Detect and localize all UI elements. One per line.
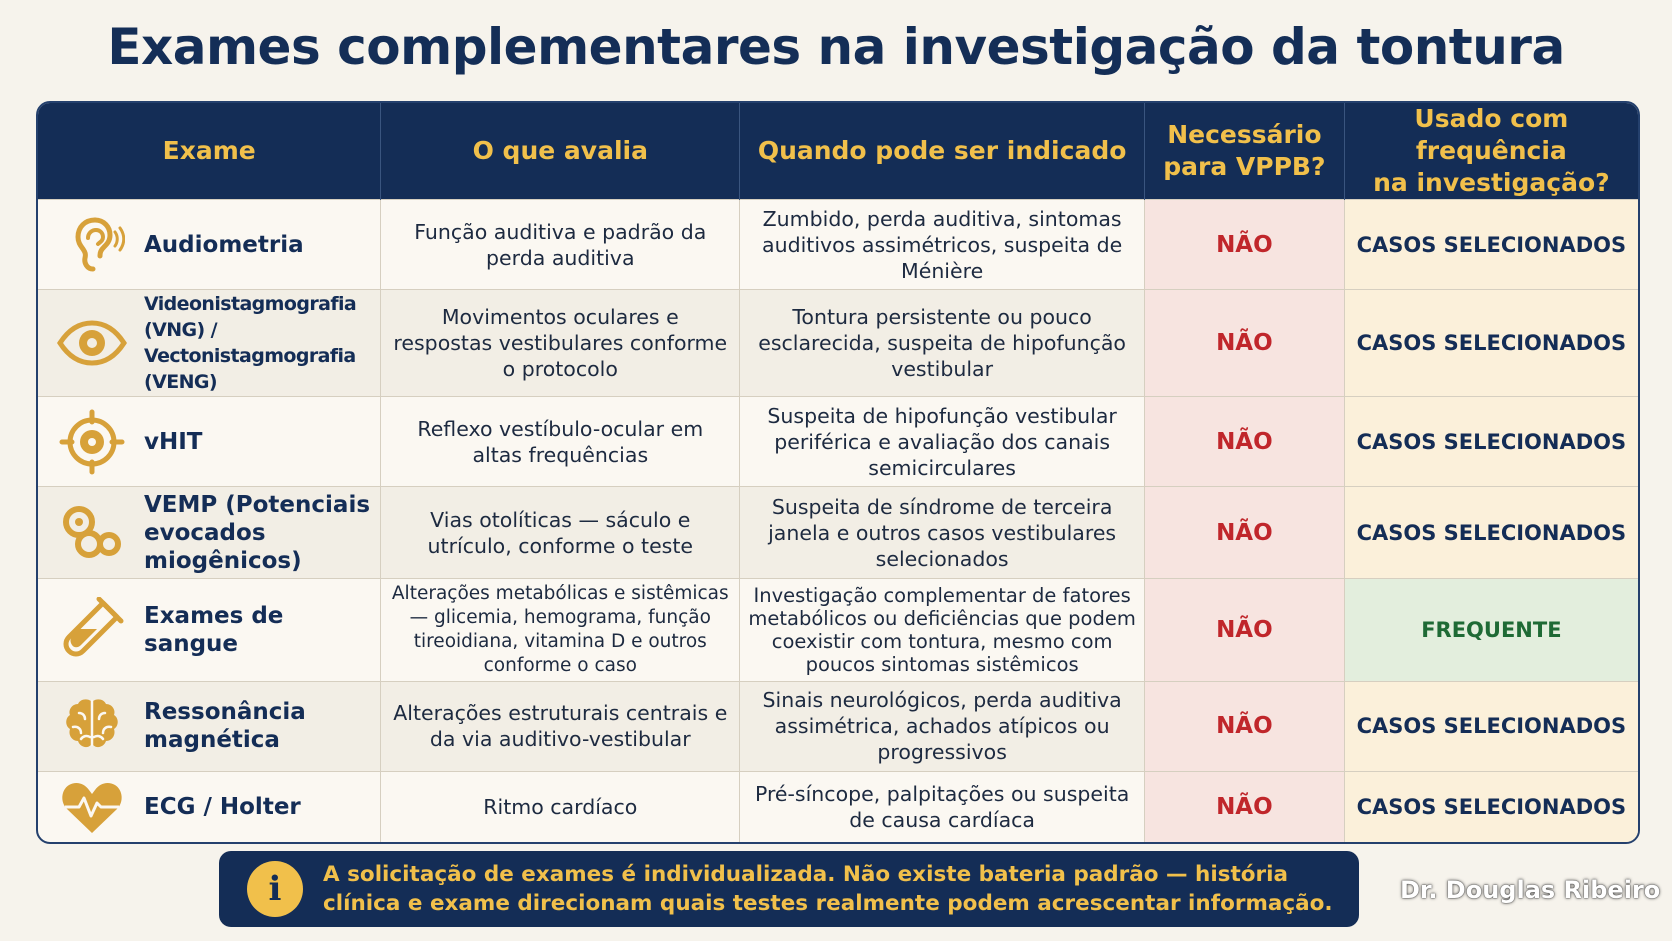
test-tube-icon xyxy=(56,594,128,666)
exam-name: ECG / Holter xyxy=(144,793,301,820)
exam-name: vHIT xyxy=(144,428,203,455)
vppb-cell: NÃO xyxy=(1145,397,1345,487)
exams-table xyxy=(36,101,1640,844)
author-signature: Dr. Douglas Ribeiro xyxy=(1400,876,1661,904)
info-banner-text: A solicitação de exames é individualizada. Não existe bateria padrão — história clínica e exame direcionam quais testes realmente podem acrescentar informação. xyxy=(323,862,1333,916)
otolith-icon xyxy=(56,497,128,569)
info-banner xyxy=(219,851,1359,927)
indication-cell: Suspeita de hipofunção vestibular periférica e avaliação dos canais semicirculares xyxy=(740,397,1145,487)
indication-cell: Sinais neurológicos, perda auditiva assimétrica, achados atípicos ou progressivos xyxy=(740,681,1145,771)
info-icon: i xyxy=(247,861,303,917)
vppb-cell: NÃO xyxy=(1145,200,1345,290)
vppb-cell: NÃO xyxy=(1145,290,1345,397)
page-title: Exames complementares na investigação da tontura xyxy=(107,18,1565,76)
eye-icon xyxy=(56,307,128,379)
exam-name: Exames de sangue xyxy=(144,602,284,657)
exam-name: VEMP (Potenciais evocados miogênicos) xyxy=(144,491,371,574)
table-row xyxy=(38,681,1638,771)
frequency-cell: CASOS SELECIONADOS xyxy=(1344,290,1638,397)
evaluates-cell: Reflexo vestíbulo-ocular em altas frequências xyxy=(381,397,740,487)
evaluates-cell: Movimentos oculares e respostas vestibulares conforme o protocolo xyxy=(381,290,740,397)
frequency-cell: CASOS SELECIONADOS xyxy=(1344,397,1638,487)
table-row xyxy=(38,771,1638,842)
evaluates-cell: Função auditiva e padrão da perda auditiva xyxy=(381,200,740,290)
exam-name: Audiometria xyxy=(144,231,304,258)
exam-name: Videonistagmografia (VNG) / Vectonistagmografia (VENG) xyxy=(144,293,357,394)
indication-cell: Tontura persistente ou pouco esclarecida, suspeita de hipofunção vestibular xyxy=(740,290,1145,397)
frequency-cell: CASOS SELECIONADOS xyxy=(1344,200,1638,290)
header-exam: Exame xyxy=(38,103,381,200)
evaluates-cell: Alterações estruturais centrais e da via auditivo-vestibular xyxy=(381,681,740,771)
heart-pulse-icon xyxy=(56,777,128,837)
indication-cell: Zumbido, perda auditiva, sintomas auditivos assimétricos, suspeita de Ménière xyxy=(740,200,1145,290)
exam-name: Ressonância magnética xyxy=(144,699,306,754)
header-indication: Quando pode ser indicado xyxy=(740,103,1145,200)
table-row xyxy=(38,578,1638,681)
frequency-cell: CASOS SELECIONADOS xyxy=(1344,771,1638,842)
table-row xyxy=(38,290,1638,397)
table-row xyxy=(38,487,1638,578)
target-icon xyxy=(56,406,128,478)
frequency-cell: FREQUENTE xyxy=(1344,578,1638,681)
table-row xyxy=(38,200,1638,290)
indication-cell: Investigação complementar de fatores metabólicos ou deficiências que podem coexistir com tontura, mesmo com poucos sintomas sistêmicos xyxy=(740,578,1145,681)
vppb-cell: NÃO xyxy=(1145,487,1345,578)
evaluates-cell: Vias otolíticas — sáculo e utrículo, conforme o teste xyxy=(381,487,740,578)
vppb-cell: NÃO xyxy=(1145,681,1345,771)
table-row xyxy=(38,397,1638,487)
indication-cell: Suspeita de síndrome de terceira janela e outros casos vestibulares selecionados xyxy=(740,487,1145,578)
indication-cell: Pré-síncope, palpitações ou suspeita de causa cardíaca xyxy=(740,771,1145,842)
frequency-cell: CASOS SELECIONADOS xyxy=(1344,681,1638,771)
evaluates-cell: Ritmo cardíaco xyxy=(381,771,740,842)
brain-icon xyxy=(56,690,128,762)
vppb-cell: NÃO xyxy=(1145,578,1345,681)
table-header-row xyxy=(38,103,1638,200)
header-vppb: Necessário para VPPB? xyxy=(1145,103,1345,200)
header-evaluates: O que avalia xyxy=(381,103,740,200)
header-frequency: Usado com frequência na investigação? xyxy=(1344,103,1638,200)
evaluates-cell: Alterações metabólicas e sistêmicas — glicemia, hemograma, função tireoidiana, vitamina D e outros conforme o caso xyxy=(381,578,740,681)
frequency-cell: CASOS SELECIONADOS xyxy=(1344,487,1638,578)
ear-icon xyxy=(56,209,128,281)
vppb-cell: NÃO xyxy=(1145,771,1345,842)
